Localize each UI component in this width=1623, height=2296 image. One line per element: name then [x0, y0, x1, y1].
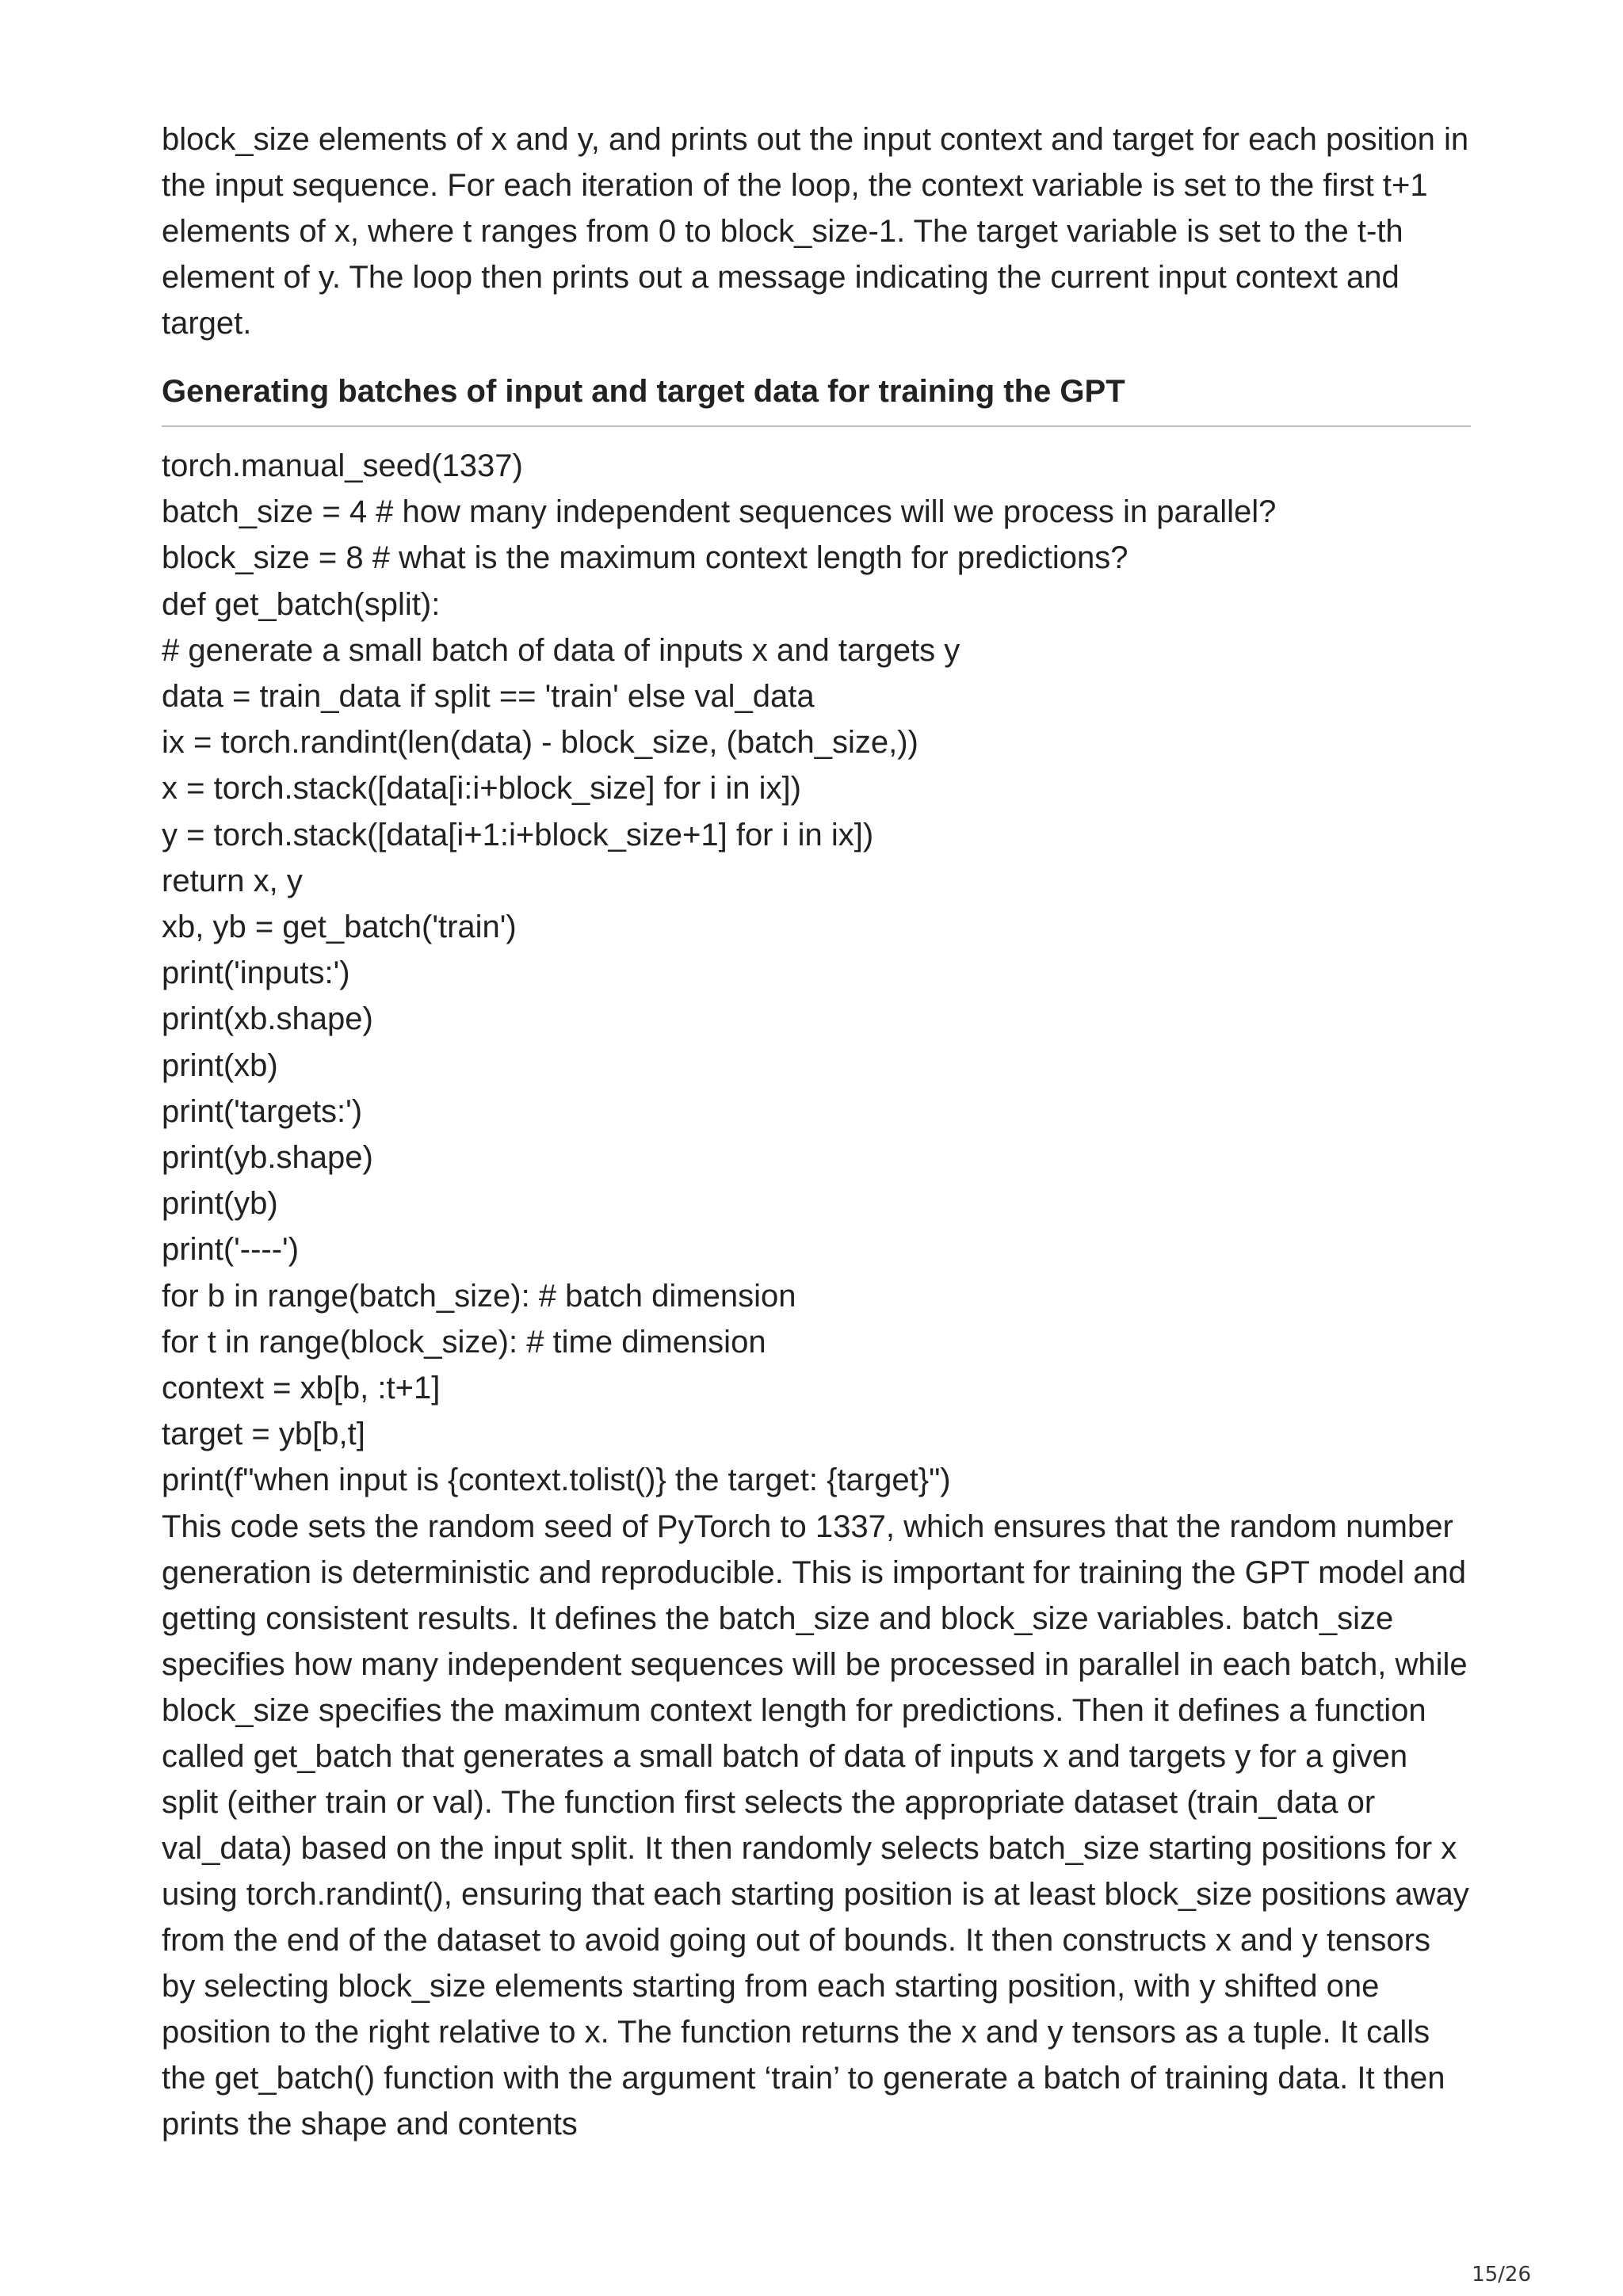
code-line: x = torch.stack([data[i:i+block_size] for i in ix]) [162, 771, 801, 807]
page-number: 15/26 [1472, 2263, 1531, 2286]
code-line: for b in range(batch_size): # batch dimension [162, 1278, 796, 1314]
code-line: ix = torch.randint(len(data) - block_size, (batch_size,)) [162, 725, 918, 761]
code-line: data = train_data if split == 'train' else val_data [162, 679, 815, 715]
code-line: def get_batch(split): [162, 586, 441, 622]
code-line: print('targets:') [162, 1093, 363, 1129]
section-heading: Generating batches of input and target data for training the GPT [162, 368, 1471, 427]
document-body [162, 116, 1471, 2147]
code-line: batch_size = 4 # how many independent sequences will we process in parallel? [162, 494, 1277, 530]
code-line: print('inputs:') [162, 955, 350, 991]
code-line: torch.manual_seed(1337) [162, 448, 523, 483]
code-line: # generate a small batch of data of inputs x and targets y [162, 632, 960, 668]
code-line: print(xb) [162, 1047, 278, 1083]
code-line: block_size = 8 # what is the maximum context length for predictions? [162, 540, 1128, 576]
code-line: context = xb[b, :t+1] [162, 1371, 441, 1406]
code-line: print(f"when input is {context.tolist()} the target: {target}") [162, 1463, 951, 1498]
code-line: return x, y [162, 863, 303, 898]
code-line: for t in range(block_size): # time dimension [162, 1324, 766, 1360]
code-line: print('----') [162, 1232, 300, 1268]
intro-paragraph: block_size elements of x and y, and prints out the input context and target for each position in the input sequence. For each iteration of the loop, the context variable is set to the first t+1 elements of x, where t ranges from 0 to block_size-1. The target variable is set to the t-th element of y. The loop then prints out a message indicating the current input context and target. [162, 122, 1469, 341]
code-line: print(yb.shape) [162, 1140, 373, 1176]
code-line: print(xb.shape) [162, 1001, 373, 1037]
code-line: y = torch.stack([data[i+1:i+block_size+1] for i in ix]) [162, 817, 874, 852]
explanation-paragraph: This code sets the random seed of PyTorch to 1337, which ensures that the random number generation is deterministic and reproducible. This is important for training the GPT model and getting consistent results. It defines the batch_size and block_size variables. batch_size specifies how many independent sequences will be processed in parallel in each batch, while block_size specifies the maximum context length for predictions. Then it defines a function called get_batch that generates a small batch of data of inputs x and targets y for a given split (either train or val). The function first selects the appropriate dataset (train_data or val_data) based on the input split. It then randomly selects batch_size starting positions for x using torch.randint(), ensuring that each starting position is at least block_size positions away from the end of the dataset to avoid going out of bounds. It then constructs x and y tensors by selecting block_size elements starting from each starting position, with y shifted one position to the right relative to x. The function returns the x and y tensors as a tuple. It calls the get_batch() function with the argument ‘train’ to generate a batch of training data. It then prints the shape and contents [162, 1508, 1469, 2142]
code-block [162, 443, 1471, 1504]
code-line: print(yb) [162, 1186, 278, 1222]
code-line: xb, yb = get_batch('train') [162, 910, 517, 945]
code-line: target = yb[b,t] [162, 1417, 365, 1452]
